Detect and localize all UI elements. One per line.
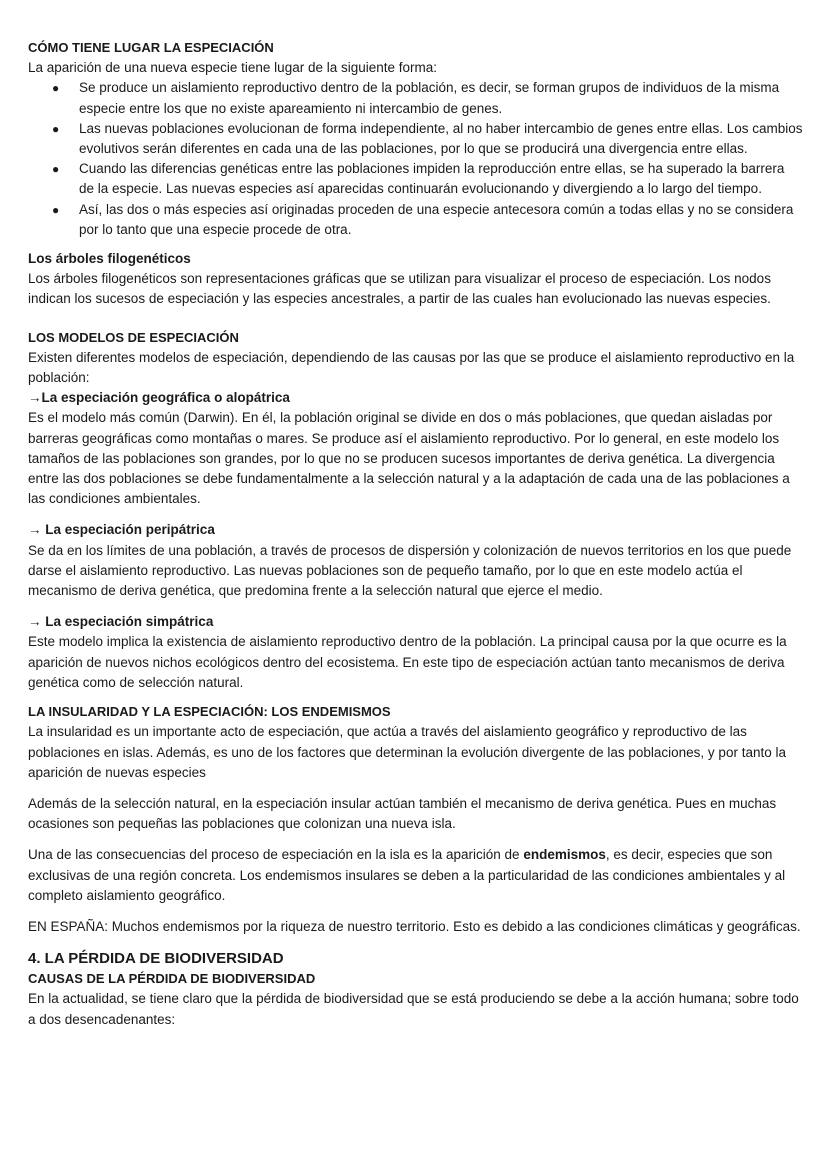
text-run: Una de las consecuencias del proceso de especiación en la isla es la aparición de	[28, 847, 524, 863]
paragraph: La insularidad es un importante acto de especiación, que actúa a través del aislamiento geográfico y reproductivo de las poblaciones en islas. Además, es uno de los factores que determinan la evolución divergente de las poblaciones, y por tanto la aparición de nuevas especies	[28, 724, 786, 780]
paragraph: Existen diferentes modelos de especiación, dependiendo de las causas por las que se produce el aislamiento reproductivo en la población:	[28, 349, 795, 386]
document-page	[28, 38, 803, 1030]
subsection-heading-simpatrica: → La especiación simpátrica	[28, 614, 214, 630]
spacer	[28, 834, 803, 845]
subsection-heading-alopatrica: →La especiación geográfica o alopátrica	[28, 390, 290, 406]
list-item	[28, 78, 803, 118]
subsection-heading-arboles: Los árboles filogenéticos	[28, 251, 191, 267]
bullet-icon: ●	[52, 81, 60, 96]
bold-term-endemismos: endemismos	[523, 847, 606, 863]
section-heading-insularidad: LA INSULARIDAD Y LA ESPECIACIÓN: LOS ENDEMISMOS	[28, 704, 391, 720]
chapter-heading-perdida: 4. LA PÉRDIDA DE BIODIVERSIDAD	[28, 950, 284, 968]
spacer	[28, 310, 803, 328]
paragraph: Este modelo implica la existencia de aislamiento reproductivo dentro de la población. La principal causa por la que ocurre es la aparición de nuevos nichos ecológicos dentro del ecosistema. En este tipo de especiación actúan tanto mecanismos de deriva genética como de selección natural.	[28, 634, 787, 690]
section-intro: La aparición de una nueva especie tiene lugar de la siguiente forma:	[28, 60, 438, 76]
paragraph: EN ESPAÑA: Muchos endemismos por la riqueza de nuestro territorio. Esto es debido a las condiciones climáticas y geográficas.	[28, 918, 801, 934]
paragraph: Los árboles filogenéticos son representaciones gráficas que se utilizan para visualizar el proceso de especiación. Los nodos indican los sucesos de especiación y las especies ancestrales, a partir de las cuales han evolucionado las nuevas especies.	[28, 271, 771, 307]
spacer	[28, 601, 803, 612]
text-run: , es decir, especies que son exclusivas de una región concreta. Los endemismos insulares se deben a la particularidad de las condiciones ambientales y al completo aislamiento geográfico.	[28, 847, 786, 903]
section-heading-modelos: LOS MODELOS DE ESPECIACIÓN	[28, 329, 239, 345]
list-item	[28, 119, 803, 159]
paragraph: Además de la selección natural, en la especiación insular actúan también el mecanismo de deriva genética. Pues en muchas ocasiones son pequeñas las poblaciones que colonizan una nueva isla.	[28, 795, 777, 832]
spacer	[28, 509, 803, 520]
paragraph-endemismos	[28, 845, 803, 906]
list-item	[28, 159, 803, 199]
bullet-text: Se produce un aislamiento reproductivo dentro de la población, es decir, se forman grupos de individuos de la misma especie entre los que no existe apareamiento ni intercambio de genes.	[79, 80, 780, 116]
spacer	[28, 693, 803, 702]
spacer	[28, 783, 803, 794]
paragraph: En la actualidad, se tiene claro que la pérdida de biodiversidad que se está produciendo se debe a la acción humana; sobre todo a dos desencadenantes:	[28, 991, 799, 1027]
paragraph: Se da en los límites de una población, a través de procesos de dispersión y colonización de nuevos territorios en los que puede darse el aislamiento reproductivo. Las nuevas poblaciones son de pequeño tamaño, por lo que en este modelo actúa el mecanismo de deriva genética, que predomina frente a la selección natural que ejerce el medio.	[28, 542, 792, 599]
subsection-heading-peripatrica: → La especiación peripátrica	[28, 522, 215, 538]
section-heading-causas: CAUSAS DE LA PÉRDIDA DE BIODIVERSIDAD	[28, 971, 316, 987]
section-heading-especiacion: CÓMO TIENE LUGAR LA ESPECIACIÓN	[28, 40, 274, 55]
paragraph: Es el modelo más común (Darwin). En él, la población original se divide en dos o más poblaciones, que quedan aisladas por barreras geográficas como montañas o mares. Se produce así el aislamiento reproductivo. Por lo general, en este modelo los tamaños de las poblaciones son grandes, por lo que no se producen sucesos importantes de deriva genética. La divergencia entre las dos poblaciones se debe fundamentalmente a la selección natural y a la adaptación de cada una de las poblaciones a las condiciones ambientales.	[28, 410, 790, 507]
bullet-list	[28, 78, 803, 240]
bullet-icon: ●	[52, 162, 60, 177]
list-item	[28, 200, 803, 240]
spacer	[28, 240, 803, 249]
spacer	[28, 937, 803, 948]
bullet-icon: ●	[52, 202, 60, 217]
bullet-text: Cuando las diferencias genéticas entre las poblaciones impiden la reproducción entre ellas, se ha superado la barrera de la especie. Las nuevas especies así aparecidas continuarán evolucionando y divergiendo a lo largo del tiempo.	[79, 161, 785, 197]
bullet-icon: ●	[52, 121, 60, 136]
bullet-text: Las nuevas poblaciones evolucionan de forma independiente, al no haber intercambio de genes entre ellas. Los cambios evolutivos serán diferentes en cada una de las poblaciones, por lo que se producirá una divergencia entre ellas.	[79, 120, 803, 157]
spacer	[28, 906, 803, 917]
bullet-text: Así, las dos o más especies así originadas proceden de una especie antecesora común a todas ellas y no se considera por lo tanto que una especie procede de otra.	[79, 201, 794, 237]
